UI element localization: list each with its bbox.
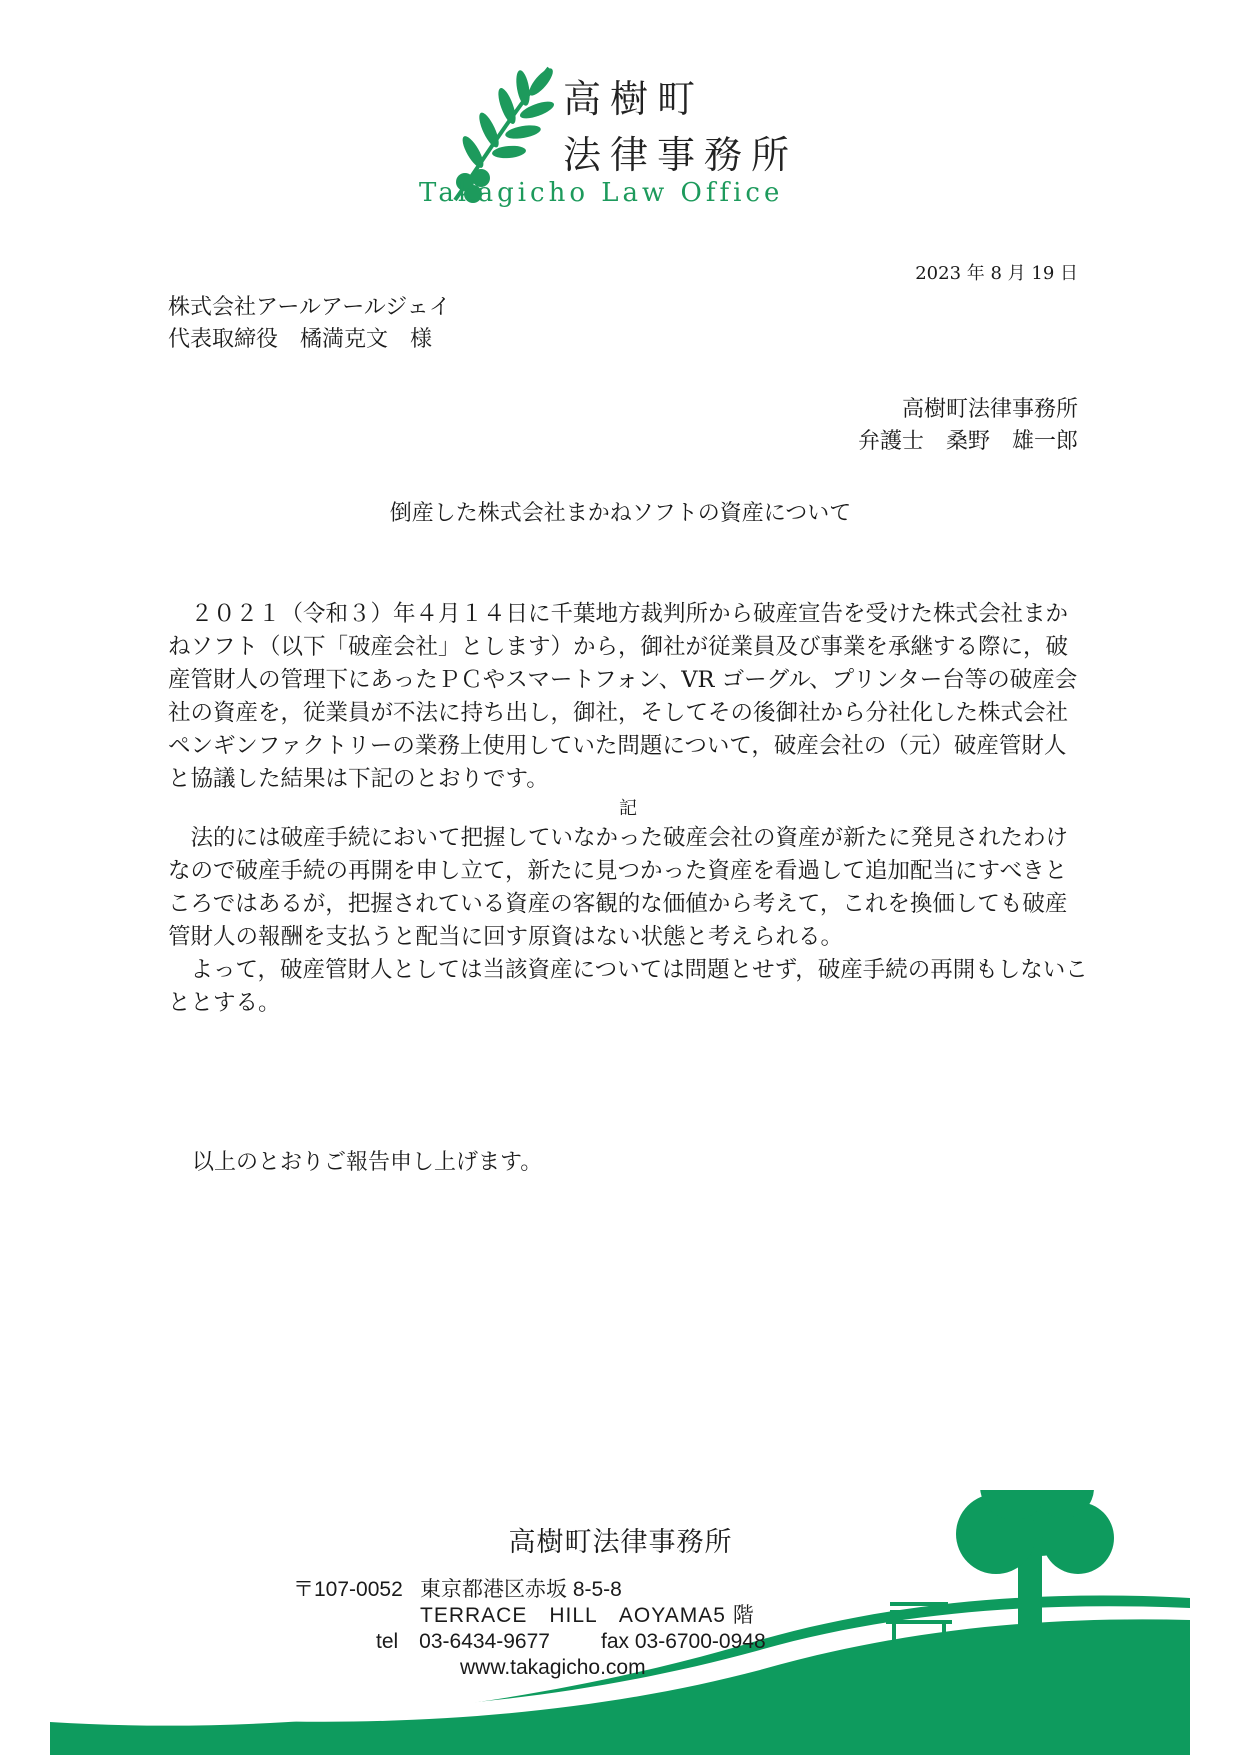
body-ki-heading: 記 [619,798,637,819]
body-paragraph-2: よって，破産管財人としては当該資産については問題とせず，破産手続の再開もしないこととする。 [168,957,1088,1016]
letterhead-logo [411,46,821,216]
letter-body [168,598,1088,1020]
footer-postal-code: 〒107-0052 [293,1578,403,1601]
letter-date: 2023 年 8 月 19 日 [915,263,1078,284]
sender-lawyer: 弁護士 桑野 雄一郎 [857,429,1078,454]
footer-office-name: 高樹町法律事務所 [508,1527,733,1558]
body-intro: ２０２１（令和３）年４月１４日に千葉地方裁判所から破産宣告を受けた株式会社まかねソフト（以下「破産会社」とします）から，御社が従業員及び事業を承継する際に，破産管財人の管理下にあったＰＣやスマートフォン、VR ゴーグル、プリンター台等の破産会社の資産を，従業員が不法に持ち出し，御社，そしてその後御社から分社化した株式会社ペンギンファクトリーの業務上使用していた問題について，破産会社の（元）破産管財人と協議した結果は下記のとおりです。 [168,601,1078,792]
recipient-person: 代表取締役 橘満克文 様 [168,327,433,352]
recipient-block [168,292,451,356]
letterhead-name-en: Takagicho Law Office [419,178,784,208]
sender-office: 高樹町法律事務所 [901,397,1078,422]
footer-street-address: 東京都港区赤坂 8-5-8 [420,1578,622,1601]
footer-fax: fax 03-6700-0948 [601,1630,766,1653]
body-paragraph-1: 法的には破産手続において把握していなかった破産会社の資産が新たに発見されたわけなので破産手続の再開を申し立て，新たに見つかった資産を看過して追加配当にすべきところではあるが，把握されている資産の客観的な価値から考えて，これを換価しても破産管財人の報酬を支払うと配当に回す原資はない状態と考えられる。 [168,825,1069,950]
footer-building: TERRACE HILL AOYAMA5 階 [420,1604,755,1627]
closing-line: 以上のとおりご報告申し上げます。 [192,1150,543,1175]
sender-block [858,394,1078,458]
letter-subject: 倒産した株式会社まかねソフトの資産について [389,501,852,526]
letterhead-name-line1: 高樹町 [563,77,705,121]
recipient-company: 株式会社アールアールジェイ [168,295,451,320]
footer-website: www.takagicho.com [460,1656,646,1679]
footer-tel: tel 03-6434-9677 [376,1630,550,1653]
letterhead-name-line2: 法律事務所 [563,133,799,177]
